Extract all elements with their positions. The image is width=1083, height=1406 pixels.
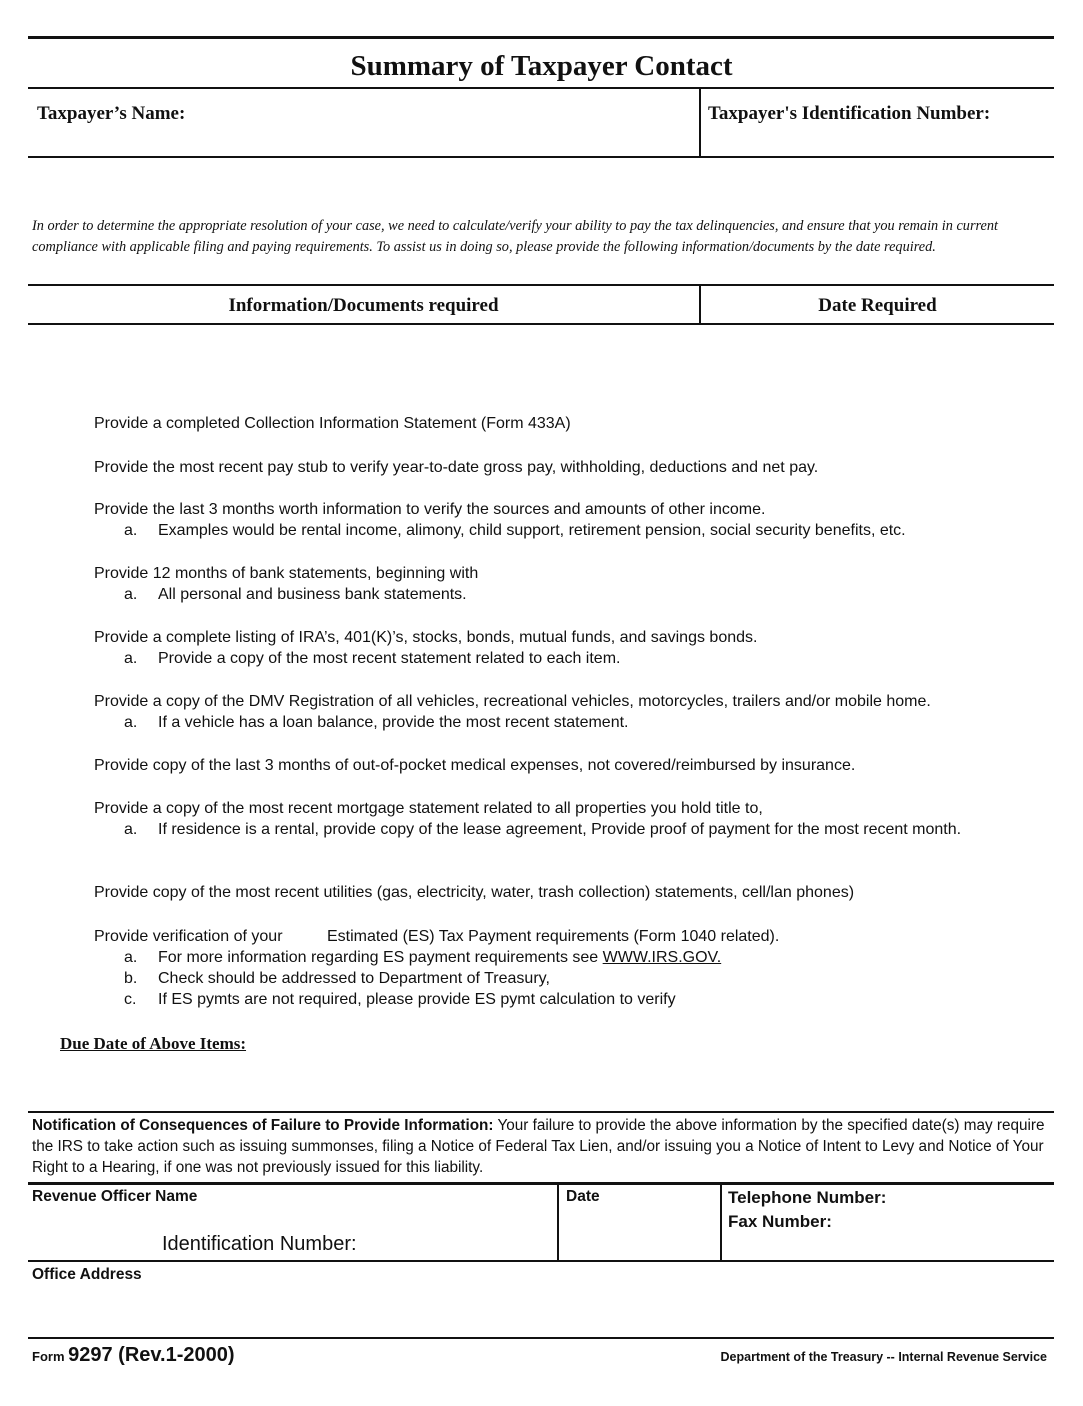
form-number	[32, 1344, 235, 1367]
title-rule	[28, 87, 1054, 89]
intro-paragraph: In order to determine the appropriate resolution of your case, we need to calculate/verify your ability to pay the tax delinquencies, and ensure that you remain in current compliance with applicable filing and paying requirements. To assist us in doing so, please provide the following information/documents by the date required.	[32, 218, 999, 255]
subitem-text: Check should be addressed to Department of Treasury,	[158, 970, 550, 987]
name-row-rule	[28, 156, 1054, 158]
requirement-item: Provide a copy of the DMV Registration of all vehicles, recreational vehicles, motorcycles, trailers and/or mobile home.	[94, 693, 931, 710]
subitem-letter: b.	[124, 970, 138, 987]
requirement-item: Provide a complete listing of IRA’s, 401(K)’s, stocks, bonds, mutual funds, and savings bonds.	[94, 629, 758, 646]
page-title: Summary of Taxpayer Contact	[350, 50, 733, 82]
notification-paragraph	[32, 1115, 1047, 1178]
subitem-text: If ES pymts are not required, please provide ES pymt calculation to verify	[158, 991, 676, 1008]
subitem-text: All personal and business bank statements.	[158, 586, 467, 603]
officer-box-bottom-rule	[28, 1260, 1054, 1262]
subitem-letter: a.	[124, 522, 138, 539]
form-number-value: 9297 (Rev.1-2000)	[68, 1344, 235, 1366]
table-header-bottom-rule	[28, 323, 1054, 325]
subitem-letter: c.	[124, 991, 137, 1008]
form-prefix: Form	[32, 1349, 65, 1364]
subitem-text: If a vehicle has a loan balance, provide the most recent statement.	[158, 714, 629, 731]
irs-website-link[interactable]: WWW.IRS.GOV.	[602, 949, 722, 966]
subitem-letter: a.	[124, 714, 138, 731]
department-label: Department of the Treasury -- Internal Revenue Service	[720, 1350, 1047, 1364]
subitem-text-part: For more information regarding ES payment requirements see	[158, 949, 603, 966]
top-rule	[28, 36, 1054, 39]
officer-box-top-rule	[28, 1182, 1054, 1185]
officer-date-divider	[557, 1184, 559, 1261]
notification-top-rule	[28, 1111, 1054, 1113]
telephone-number-label: Telephone Number:	[728, 1188, 887, 1207]
subitem-text: Examples would be rental income, alimony, child support, retirement pension, social security benefits, etc.	[158, 522, 906, 539]
table-header-top-rule	[28, 284, 1054, 286]
requirement-item: Provide the last 3 months worth information to verify the sources and amounts of other income.	[94, 501, 766, 518]
requirement-item: Provide a copy of the most recent mortgage statement related to all properties you hold title to,	[94, 800, 763, 817]
requirement-item: Provide copy of the most recent utilities (gas, electricity, water, trash collection) statements, cell/lan phones)	[94, 884, 855, 901]
due-date-label: Due Date of Above Items:	[60, 1034, 247, 1053]
taxpayer-name-label: Taxpayer’s Name:	[37, 103, 186, 124]
requirement-item: Provide verification of your Estimated (ES) Tax Payment requirements (Form 1040 related).	[94, 928, 780, 945]
requirement-item: Provide copy of the last 3 months of out-of-pocket medical expenses, not covered/reimbursed by insurance.	[94, 757, 856, 774]
revenue-officer-name-label: Revenue Officer Name	[32, 1188, 198, 1205]
subitem-letter: a.	[124, 821, 138, 838]
subitem-letter: a.	[124, 586, 138, 603]
requirement-subitem	[124, 819, 1024, 861]
requirement-item: Provide 12 months of bank statements, beginning with	[94, 565, 479, 582]
footer-rule	[28, 1337, 1054, 1339]
subitem-text: If residence is a rental, provide copy of the lease agreement, Provide proof of payment for the most recent month.	[158, 821, 962, 838]
subitem-letter: a.	[124, 650, 138, 667]
office-address-label: Office Address	[32, 1266, 142, 1283]
col-header-documents: Information/Documents required	[228, 295, 499, 316]
fax-number-label: Fax Number:	[728, 1212, 832, 1231]
subitem-text	[158, 947, 1024, 968]
col-header-date-required: Date Required	[818, 295, 937, 316]
identification-number-label: Identification Number:	[162, 1233, 357, 1255]
taxpayer-id-label: Taxpayer's Identification Number:	[708, 103, 991, 124]
subitem-letter: a.	[124, 949, 138, 966]
requirement-item: Provide a completed Collection Information Statement (Form 433A)	[94, 415, 571, 432]
notification-text: Your failure to provide the above information by the specified date(s) may require the IRS to take action such as issuing summonses, filing a Notice of Federal Tax Lien, and/or issuing you a Notice of Intent to Levy and Notice of Your Right to a Hearing, if one was not previously issued for this liability.	[32, 1117, 1045, 1176]
name-id-divider	[699, 89, 701, 157]
notification-heading: Notification of Consequences of Failure to Provide Information:	[32, 1117, 494, 1134]
date-phone-divider	[720, 1184, 722, 1261]
subitem-text: Provide a copy of the most recent statement related to each item.	[158, 650, 621, 667]
date-label: Date	[566, 1188, 600, 1205]
requirement-item: Provide the most recent pay stub to verify year-to-date gross pay, withholding, deductions and net pay.	[94, 459, 819, 476]
